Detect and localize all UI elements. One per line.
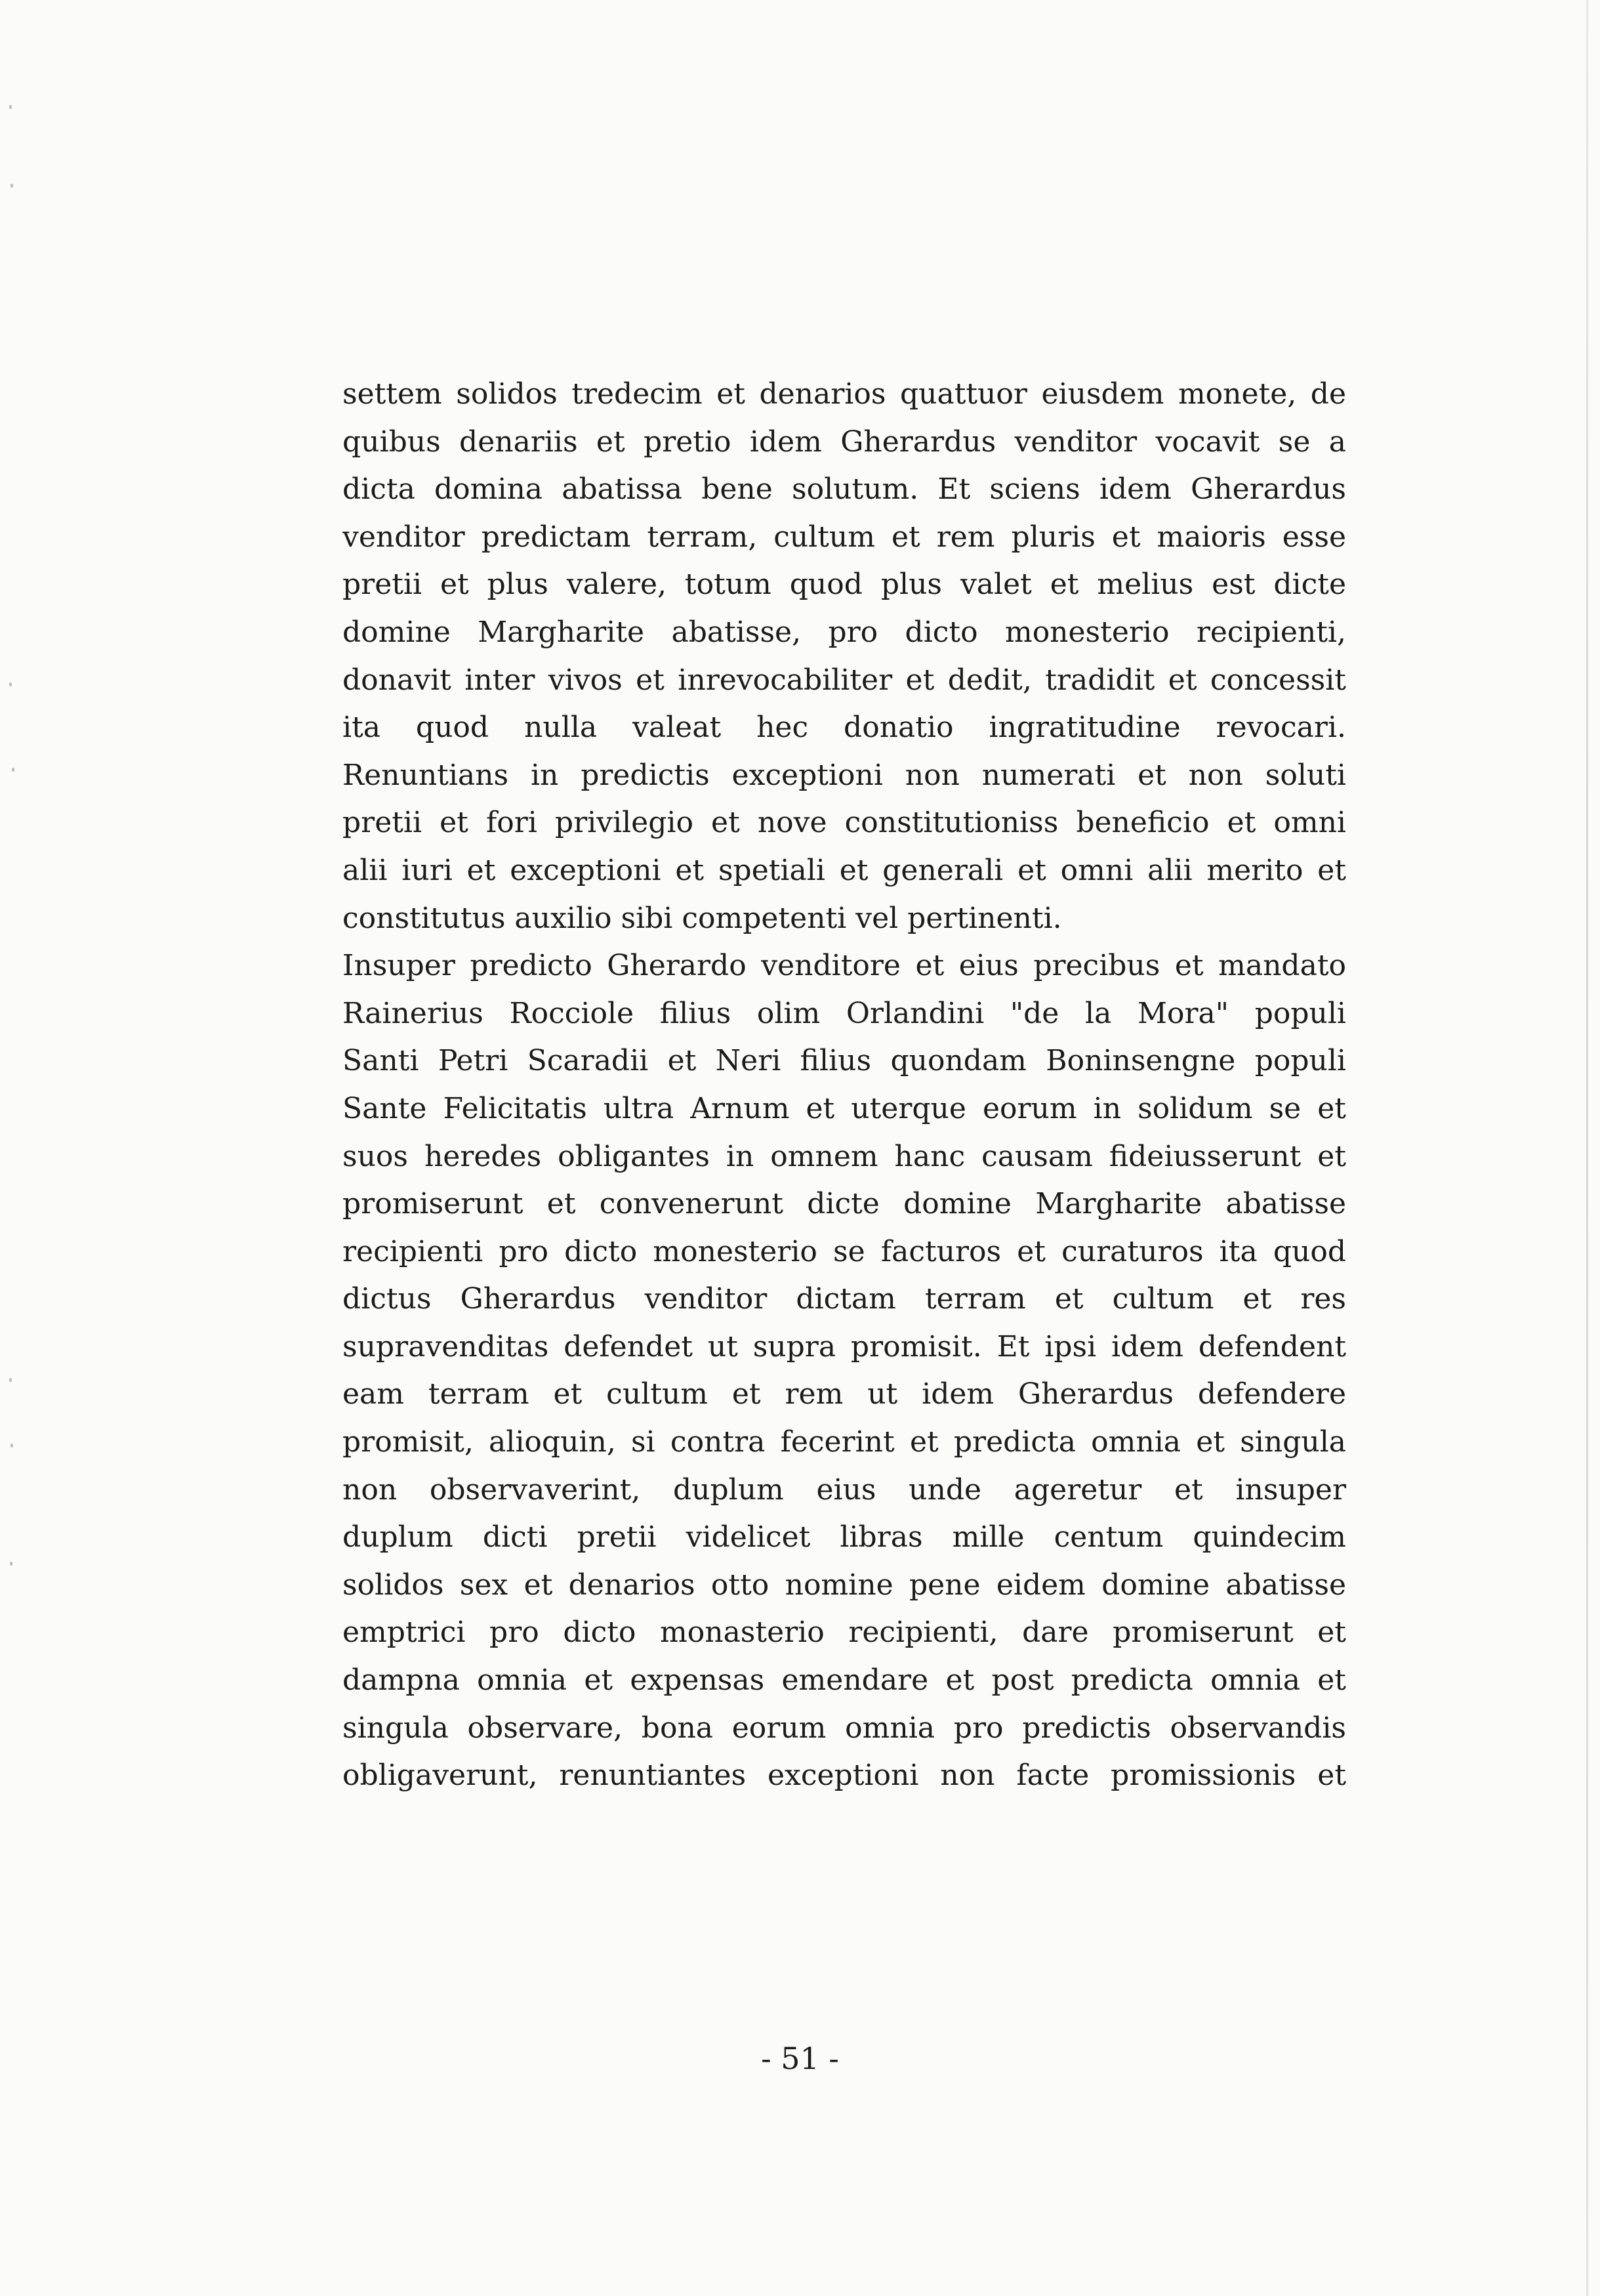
text-line: Sante Felicitatis ultra Arnum et uterque eorum in solidum se et bbox=[342, 1091, 1346, 1125]
scan-speck bbox=[10, 184, 13, 188]
text-line: non observaverint, duplum eius unde ageretur et insuper bbox=[342, 1472, 1346, 1507]
text-line: domine Margharite abatisse, pro dicto monesterio recipienti, bbox=[342, 615, 1346, 649]
text-line: dicta domina abatissa bene solutum. Et sciens idem Gherardus bbox=[342, 472, 1346, 507]
text-line: constitutus auxilio sibi competenti vel pertinenti. bbox=[342, 901, 1062, 935]
text-line: settem solidos tredecim et denarios quattuor eiusdem monete, de bbox=[342, 377, 1346, 411]
text-line: recipienti pro dicto monesterio se facturos et curaturos ita quod bbox=[342, 1234, 1346, 1268]
text-line: Insuper predicto Gherardo venditore et eius precibus et mandato bbox=[342, 949, 1346, 983]
text-line: supravenditas defendet ut supra promisit. Et ipsi idem defendent bbox=[342, 1329, 1346, 1364]
text-line: quibus denariis et pretio idem Gherardus venditor vocavit se a bbox=[342, 425, 1346, 459]
text-line: alii iuri et exceptioni et spetiali et generali et omni alii merito et bbox=[342, 853, 1346, 887]
text-line: Rainerius Rocciole filius olim Orlandini "de la Mora" populi bbox=[342, 996, 1346, 1030]
text-line: obligaverunt, renuntiantes exceptioni non facte promissionis et bbox=[342, 1759, 1346, 1793]
text-line: dampna omnia et expensas emendare et post predicta omnia et bbox=[342, 1663, 1346, 1698]
scan-speck bbox=[12, 768, 14, 772]
page-edge-shadow bbox=[1586, 0, 1588, 2296]
scan-speck bbox=[10, 1444, 13, 1448]
text-line: duplum dicti pretii videlicet libras mille centum quindecim bbox=[342, 1520, 1346, 1555]
text-line: ita quod nulla valeat hec donatio ingratitudine revocari. bbox=[342, 711, 1346, 745]
page-number: - 51 - bbox=[761, 2041, 839, 2076]
body-text bbox=[342, 371, 1346, 1800]
text-line: emptrici pro dicto monasterio recipienti, dare promiserunt et bbox=[342, 1616, 1346, 1650]
text-line: solidos sex et denarios otto nomine pene eidem domine abatisse bbox=[342, 1568, 1346, 1602]
text-line: venditor predictam terram, cultum et rem pluris et maioris esse bbox=[342, 520, 1346, 554]
text-line: eam terram et cultum et rem ut idem Gherardus defendere bbox=[342, 1377, 1346, 1411]
text-line: singula observare, bona eorum omnia pro predictis observandis bbox=[342, 1711, 1346, 1745]
text-line: donavit inter vivos et inrevocabiliter et dedit, tradidit et concessit bbox=[342, 663, 1346, 697]
scan-speck bbox=[9, 682, 12, 686]
scan-speck bbox=[10, 1562, 12, 1566]
text-line: pretii et plus valere, totum quod plus valet et melius est dicte bbox=[342, 568, 1346, 602]
text-line: pretii et fori privilegio et nove constitutioniss beneficio et omni bbox=[342, 806, 1346, 840]
text-line: promiserunt et convenerunt dicte domine Margharite abatisse bbox=[342, 1187, 1346, 1221]
text-line: dictus Gherardus venditor dictam terram et cultum et res bbox=[342, 1282, 1346, 1316]
scan-speck bbox=[9, 1378, 12, 1382]
scan-speck bbox=[9, 105, 12, 109]
text-line: suos heredes obligantes in omnem hanc causam fideiusserunt et bbox=[342, 1139, 1346, 1173]
text-line: Santi Petri Scaradii et Neri filius quondam Boninsengne populi bbox=[342, 1044, 1346, 1078]
text-line: Renuntians in predictis exceptioni non numerati et non soluti bbox=[342, 758, 1346, 792]
text-line: promisit, alioquin, si contra fecerint et predicta omnia et singula bbox=[342, 1425, 1346, 1459]
